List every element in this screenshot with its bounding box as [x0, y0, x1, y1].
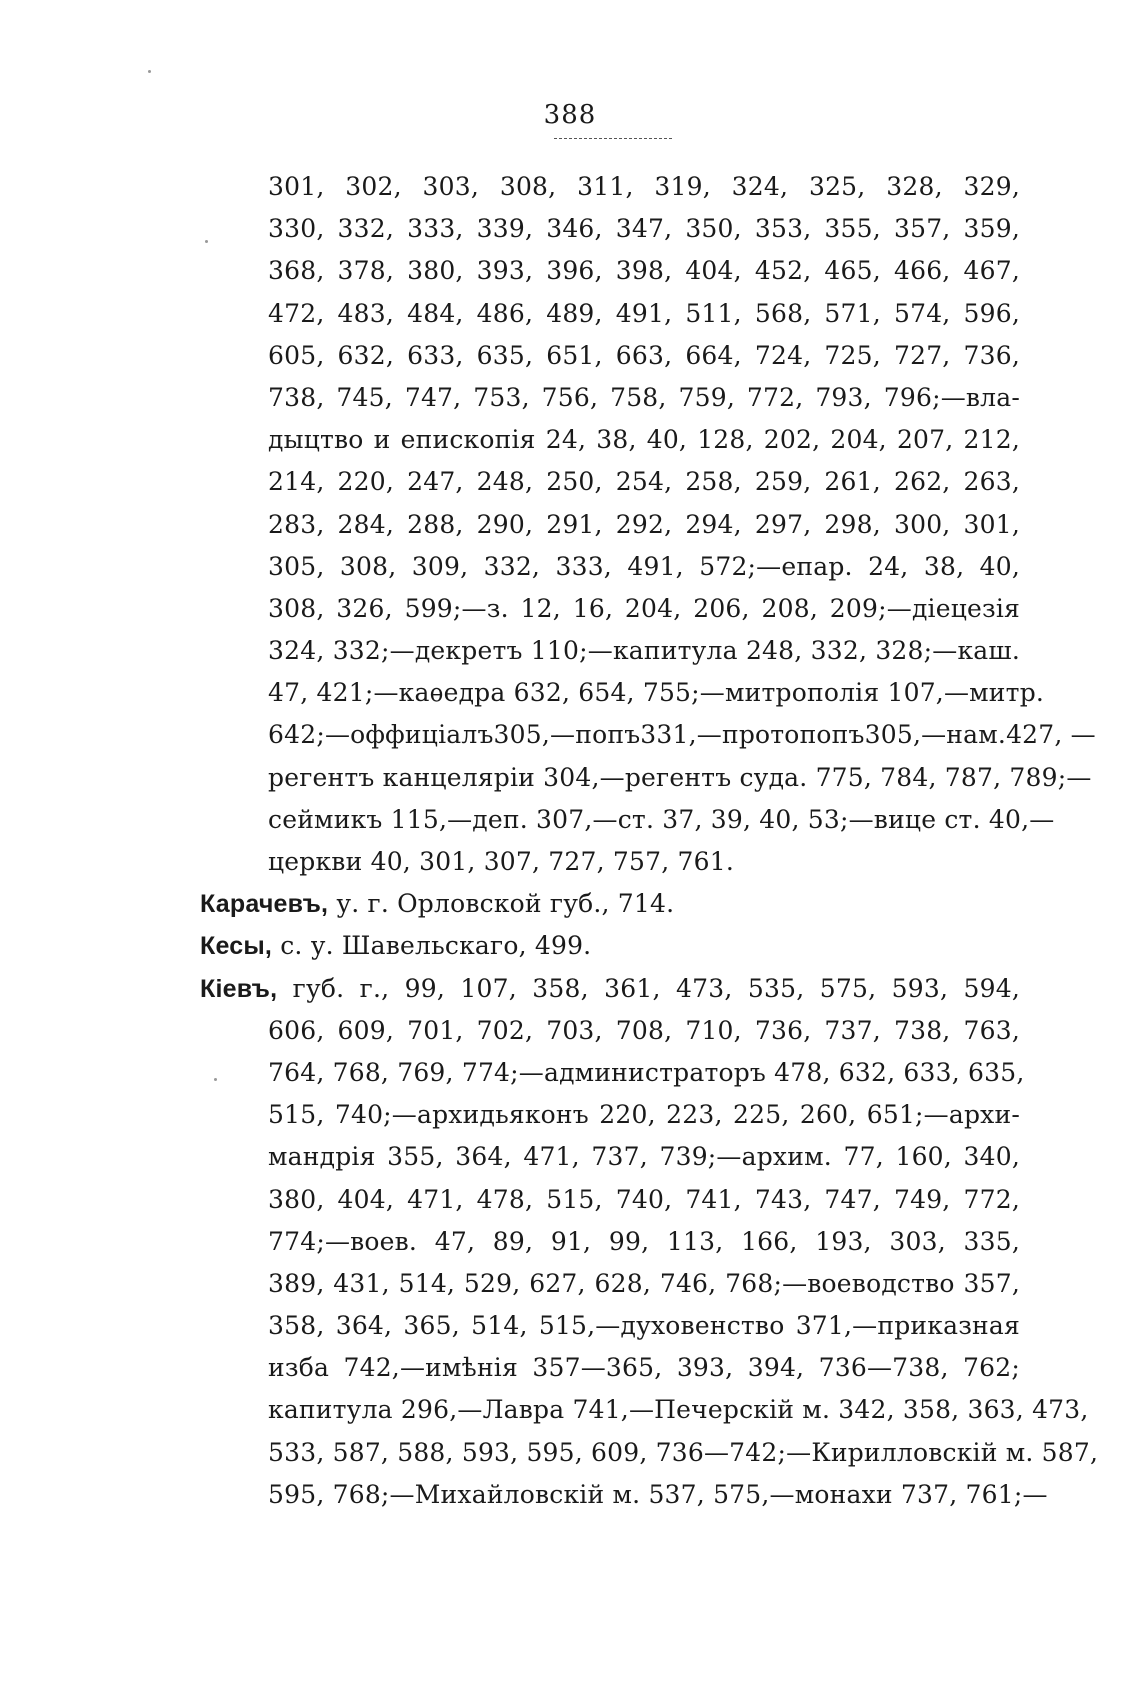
entry-kiev	[200, 968, 1099, 1516]
entry-kesy	[200, 925, 1020, 967]
entry-line: 774;—воев. 47, 89, 91, 99, 113, 166, 193, 303, 335,	[268, 1226, 1020, 1256]
entry-headword: Кесы,	[200, 932, 273, 961]
continuation-line: 47, 421;—каѳедра 632, 654, 755;—митрополія 107,—митр.	[268, 678, 1045, 708]
entry-headword: Кіевъ,	[200, 974, 278, 1003]
continuation-line: 305, 308, 309, 332, 333, 491, 572;—епар. 24, 38, 40,	[268, 551, 1020, 581]
entry-line: 533, 587, 588, 593, 595, 609, 736—742;—Кирилловскій м. 587,	[268, 1437, 1099, 1467]
entry-line: изба 742,—имѣнія 357—365, 393, 394, 736—738, 762;	[268, 1353, 1020, 1383]
continuation-line: 283, 284, 288, 290, 291, 292, 294, 297, 298, 300, 301,	[268, 509, 1020, 539]
entry-line: 595, 768;—Михайловскій м. 537, 575,—монахи 737, 761;—	[268, 1479, 1048, 1509]
entry-line	[200, 925, 1020, 967]
entry-text: губ. г., 99, 107, 358, 361, 473, 535, 575, 593, 594,	[292, 973, 1020, 1003]
entry-text: у. г. Орловской губ., 714.	[336, 889, 675, 919]
continuation-line: 324, 332;—декретъ 110;—капитула 248, 332, 328;—каш.	[268, 636, 1020, 666]
entry-text: с. у. Шавельскаго, 499.	[280, 931, 592, 961]
continuation-line: 642;—оффиціалъ305,—попъ331,—протопопъ305,—нам.427, —	[268, 720, 1096, 750]
continuation-line: 214, 220, 247, 248, 250, 254, 258, 259, 261, 262, 263,	[268, 467, 1020, 497]
continuation-line: 308, 326, 599;—з. 12, 16, 204, 206, 208, 209;—діецезія	[268, 593, 1020, 623]
entry-line: мандрія 355, 364, 471, 737, 739;—архим. 77, 160, 340,	[268, 1142, 1020, 1172]
continuation-line: сеймикъ 115,—деп. 307,—ст. 37, 39, 40, 53;—вице ст. 40,—	[268, 804, 1055, 834]
entry-line: капитула 296,—Лавра 741,—Печерскій м. 342, 358, 363, 473,	[268, 1395, 1089, 1425]
entry-line: 606, 609, 701, 702, 703, 708, 710, 736, 737, 738, 763,	[268, 1015, 1020, 1045]
entry-line: 764, 768, 769, 774;—администраторъ 478, 632, 633, 635,	[268, 1057, 1025, 1087]
continuation-line: 301, 302, 303, 308, 311, 319, 324, 325, 328, 329,	[268, 172, 1020, 201]
entry-line	[200, 968, 1020, 1010]
continuation-line: дыцтво и епископія 24, 38, 40, 128, 202, 204, 207, 212,	[268, 425, 1020, 455]
continuation-line: 472, 483, 484, 486, 489, 491, 511, 568, 571, 574, 596,	[268, 298, 1020, 328]
page-number: 388	[543, 100, 597, 130]
continuation-line: 605, 632, 633, 635, 651, 663, 664, 724, 725, 727, 736,	[268, 340, 1020, 370]
entry-line	[200, 883, 1020, 925]
continuation-line: регентъ канцеляріи 304,—регентъ суда. 775, 784, 787, 789;—	[268, 762, 1092, 792]
continuation-line: 368, 378, 380, 393, 396, 398, 404, 452, 465, 466, 467,	[268, 256, 1020, 286]
entry-headword: Карачевъ,	[200, 890, 329, 919]
continuation-line: 738, 745, 747, 753, 756, 758, 759, 772, 793, 796;—вла-	[268, 382, 1020, 412]
page-number-rule	[554, 138, 672, 139]
entry-line: 358, 364, 365, 514, 515,—духовенство 371,—приказная	[268, 1311, 1020, 1341]
entry-karachev	[200, 883, 1020, 925]
continuation-line: церкви 40, 301, 307, 727, 757, 761.	[268, 847, 734, 876]
entry-line: 515, 740;—архидьяконъ 220, 223, 225, 260, 651;—архи-	[268, 1100, 1020, 1130]
continuation-line: 330, 332, 333, 339, 346, 347, 350, 353, 355, 357, 359,	[268, 214, 1020, 244]
continuation-entry	[200, 166, 1096, 883]
entry-line: 380, 404, 471, 478, 515, 740, 741, 743, 747, 749, 772,	[268, 1184, 1020, 1214]
speck-top-left	[148, 70, 151, 73]
entry-line: 389, 431, 514, 529, 627, 628, 746, 768;—воеводство 357,	[268, 1268, 1020, 1298]
index-text-block	[200, 166, 1099, 1516]
